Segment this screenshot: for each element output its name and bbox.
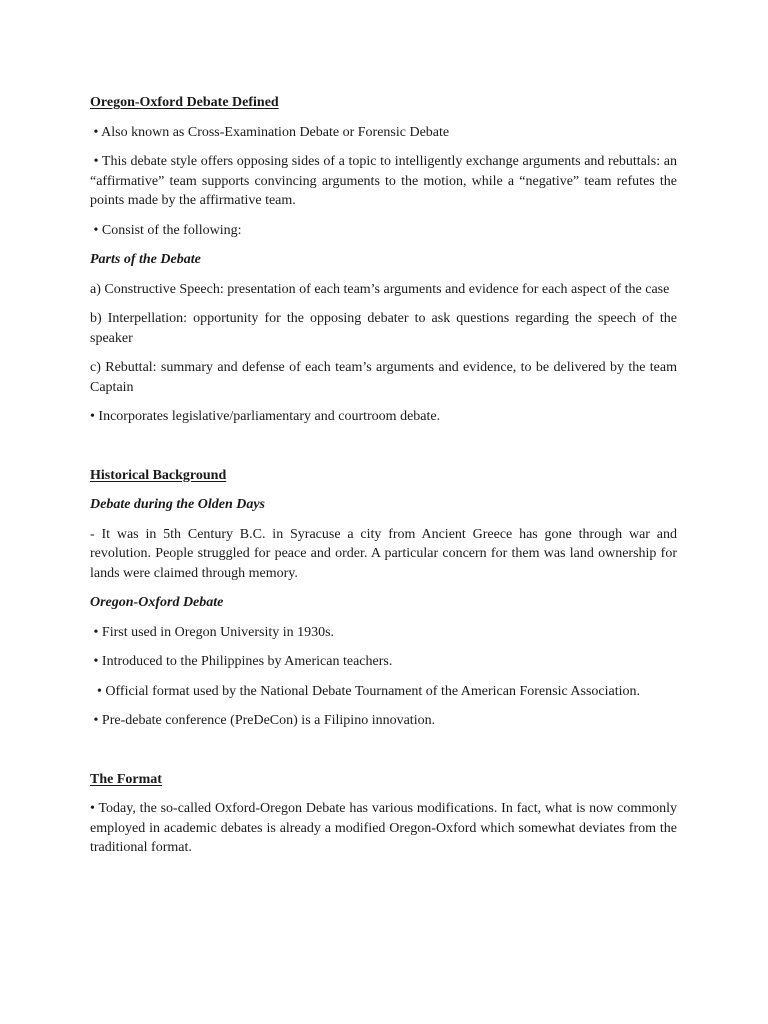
bullet-also-known: • Also known as Cross-Examination Debate or Forensic Debate [90,124,450,140]
subheading-olden-days: Debate during the Olden Days [90,497,265,512]
bullet-introduced: • Introduced to the Philippines by American teachers. [90,654,393,669]
section-spacer [90,437,677,466]
part-b-interpellation: b) Interpellation: opportunity for the opposing debater to ask questions regarding the speech of the speaker [90,311,677,346]
document-page [90,93,681,868]
part-a-constructive: a) Constructive Speech: presentation of each team’s arguments and evidence for each aspect of the case [90,281,670,297]
bullet-consist: • Consist of the following: [90,222,242,238]
section-heading-format: The Format [90,771,162,787]
bullet-today: • Today, the so-called Oxford-Oregon Debate has various modifications. In fact, what is now commonly employed in academic debates is already a modified Oregon-Oxford which somewhat deviates from the traditional format. [90,801,677,855]
bullet-incorporates: • Incorporates legislative/parliamentary and courtroom debate. [90,409,441,424]
part-c-rebuttal: c) Rebuttal: summary and defense of each team’s arguments and evidence, to be delivered by the team Captain [90,360,677,395]
olden-days-text: - It was in 5th Century B.C. in Syracuse a city from Ancient Greece has gone through war and revolution. People struggled for peace and order. A particular concern for them was land ownership for lands were claimed through memory. [90,526,677,581]
bullet-predecon: • Pre-debate conference (PreDeCon) is a Filipino innovation. [90,713,436,728]
bullet-debate-style: • This debate style offers opposing sides of a topic to intelligently exchange arguments and rebuttals: an “affirmative” team supports convincing arguments to the motion, while a “negative” team refutes the points made by the affirmative team. [90,154,681,208]
subheading-parts: Parts of the Debate [90,252,201,267]
bullet-official-format: • Official format used by the National Debate Tournament of the American Forensic Association. [90,683,641,699]
section-heading-defined: Oregon-Oxford Debate Defined [90,95,279,110]
bullet-first-used: • First used in Oregon University in 1930s. [90,624,335,640]
section-spacer [90,741,677,770]
subheading-oregon-oxford: Oregon-Oxford Debate [90,595,224,610]
section-heading-historical: Historical Background [90,467,227,483]
